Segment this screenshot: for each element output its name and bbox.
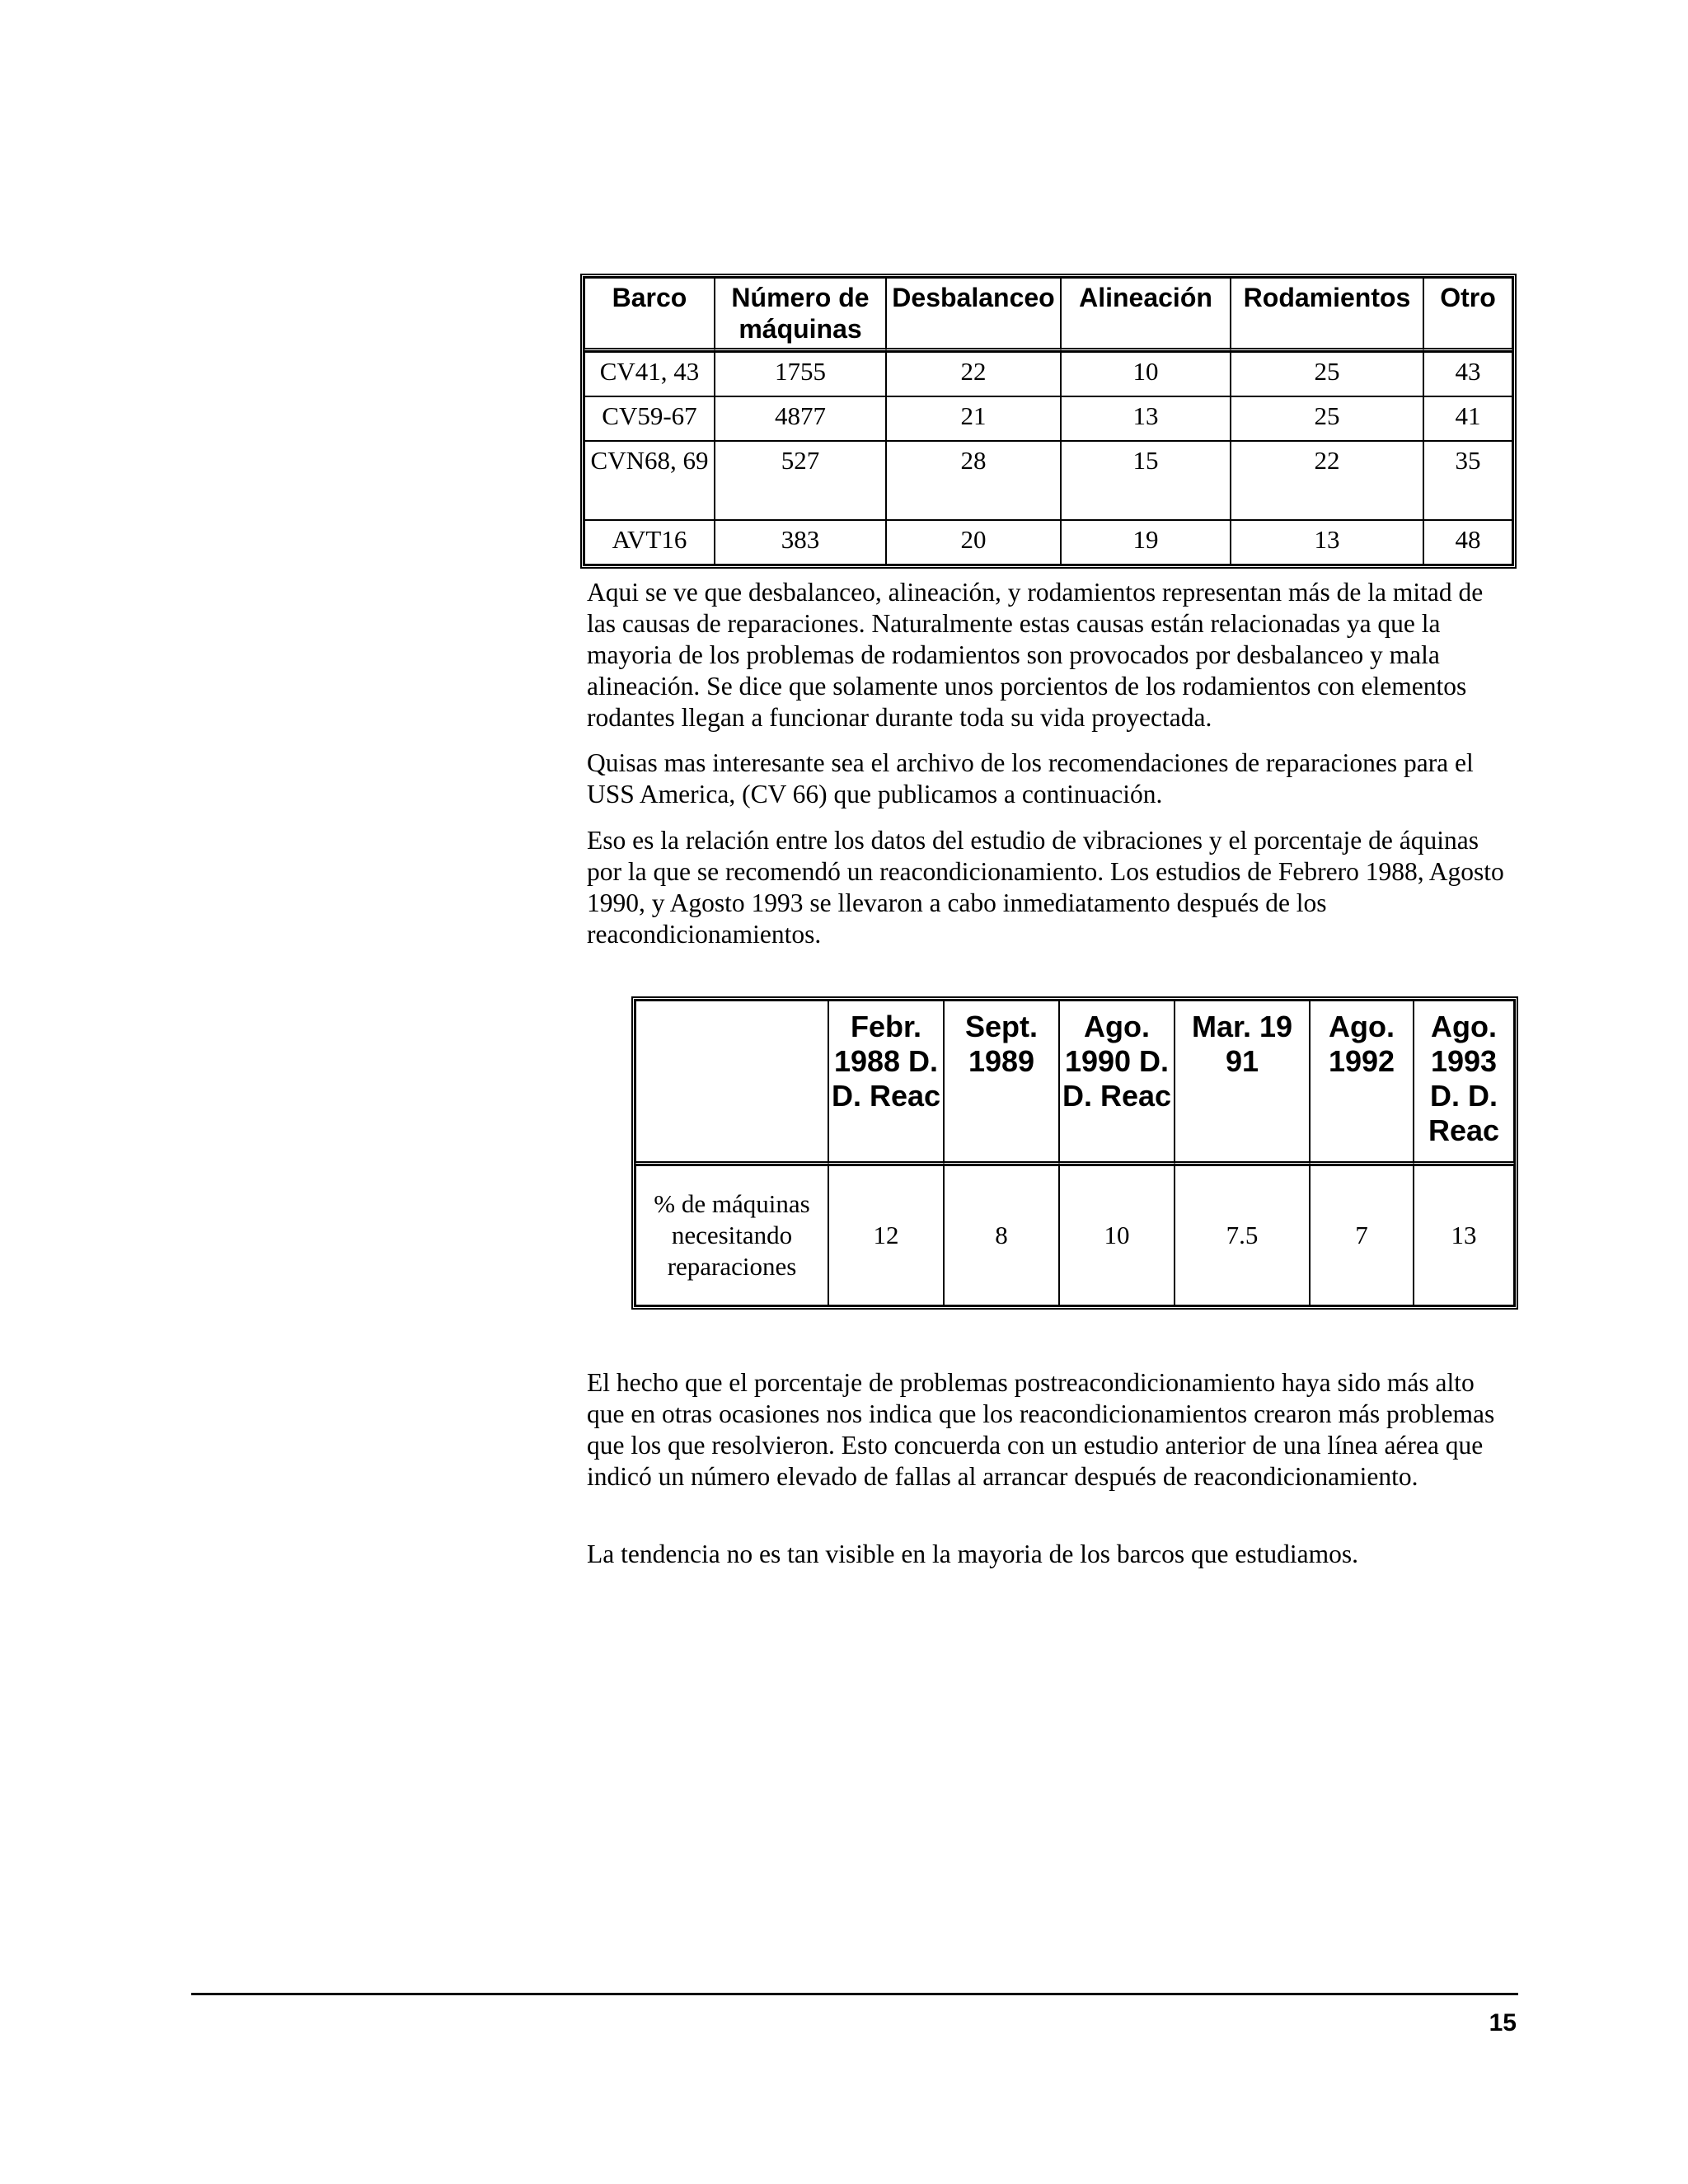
table-cell: 527: [715, 441, 886, 520]
table-cell: 10: [1061, 352, 1231, 396]
table-cell: AVT16: [584, 520, 715, 565]
header-ago-1992: Ago. 1992: [1310, 1001, 1414, 1165]
header-ago-1990: Ago. 1990 D. D. Reac: [1059, 1001, 1175, 1165]
table-cell: 43: [1423, 352, 1512, 396]
table-cell: 4877: [715, 396, 886, 441]
table-row: [584, 520, 1512, 565]
header-numero-maquinas: Número de máquinas: [715, 278, 886, 352]
repair-causes-table: [580, 274, 1517, 569]
paragraph-5: La tendencia no es tan visible en la mayoria de los barcos que estudiamos.: [587, 1540, 1358, 1568]
table-cell: CVN68, 69: [584, 441, 715, 520]
paragraph-4: El hecho que el porcentaje de problemas postreacondicionamiento haya sido más alto que en otras ocasiones nos indica que los reacondicionamientos crearon más problemas que los que resolvieron. Esto concuerda con un estudio anterior de una línea aérea que indicó un número elevado de fallas al arrancar después de reacondicionamiento.: [587, 1368, 1495, 1491]
table-header-row: [635, 1001, 1514, 1165]
table-cell: 28: [886, 441, 1061, 520]
table-cell: 7.5: [1175, 1165, 1310, 1305]
header-ago-1993: Ago. 1993 D. D. Reac: [1414, 1001, 1514, 1165]
table-cell: CV59-67: [584, 396, 715, 441]
footer-rule: [191, 1993, 1518, 1995]
table-cell: 19: [1061, 520, 1231, 565]
header-otro: Otro: [1423, 278, 1512, 352]
table-cell: 7: [1310, 1165, 1414, 1305]
header-mar-1991: Mar. 19 91: [1175, 1001, 1310, 1165]
table-cell: 35: [1423, 441, 1512, 520]
header-empty: [635, 1001, 828, 1165]
header-rodamientos: Rodamientos: [1231, 278, 1423, 352]
paragraph-3: Eso es la relación entre los datos del estudio de vibraciones y el porcentaje de áquinas por la que se recomendó un reacondicionamiento. Los estudios de Febrero 1988, Agosto 1990, y Agosto 1993 se llevaron a cabo inmediatamento después de los reacondicionamientos.: [587, 826, 1504, 949]
table-cell: 13: [1414, 1165, 1514, 1305]
header-barco: Barco: [584, 278, 715, 352]
table-cell: 21: [886, 396, 1061, 441]
table-cell: 15: [1061, 441, 1231, 520]
table-cell: 41: [1423, 396, 1512, 441]
table-row: [584, 441, 1512, 520]
table-cell: 25: [1231, 396, 1423, 441]
table-cell: 12: [828, 1165, 944, 1305]
table-cell: 48: [1423, 520, 1512, 565]
table-cell: 25: [1231, 352, 1423, 396]
repair-percentage-table: [631, 996, 1518, 1310]
table-row: [635, 1165, 1514, 1305]
table-row: [584, 352, 1512, 396]
header-alineacion: Alineación: [1061, 278, 1231, 352]
table-cell: 22: [886, 352, 1061, 396]
header-febr-1988: Febr. 1988 D. D. Reac: [828, 1001, 944, 1165]
table-row: [584, 396, 1512, 441]
page-number: 15: [1489, 2009, 1517, 2036]
table-cell: 13: [1231, 520, 1423, 565]
table-cell: CV41, 43: [584, 352, 715, 396]
row-label: % de máquinas necesitando reparaciones: [635, 1165, 828, 1305]
header-sept-1989: Sept. 1989: [944, 1001, 1059, 1165]
paragraph-2: Quisas mas interesante sea el archivo de los recomendaciones de reparaciones para el USS America, (CV 66) que publicamos a continuación.: [587, 748, 1474, 808]
paragraph-1: Aqui se ve que desbalanceo, alineación, y rodamientos representan más de la mitad de las causas de reparaciones. Naturalmente estas causas están relacionadas ya que la mayoria de los problemas de rodamientos son provocados por desbalanceo y mala alineación. Se dice que solamente unos porcientos de los rodamientos con elementos rodantes llegan a funcionar durante toda su vida proyectada.: [587, 578, 1484, 732]
table-cell: 383: [715, 520, 886, 565]
header-desbalanceo: Desbalanceo: [886, 278, 1061, 352]
table-cell: 20: [886, 520, 1061, 565]
table-cell: 8: [944, 1165, 1059, 1305]
table-header-row: [584, 278, 1512, 352]
table-cell: 22: [1231, 441, 1423, 520]
table-cell: 1755: [715, 352, 886, 396]
table-cell: 13: [1061, 396, 1231, 441]
table-cell: 10: [1059, 1165, 1175, 1305]
